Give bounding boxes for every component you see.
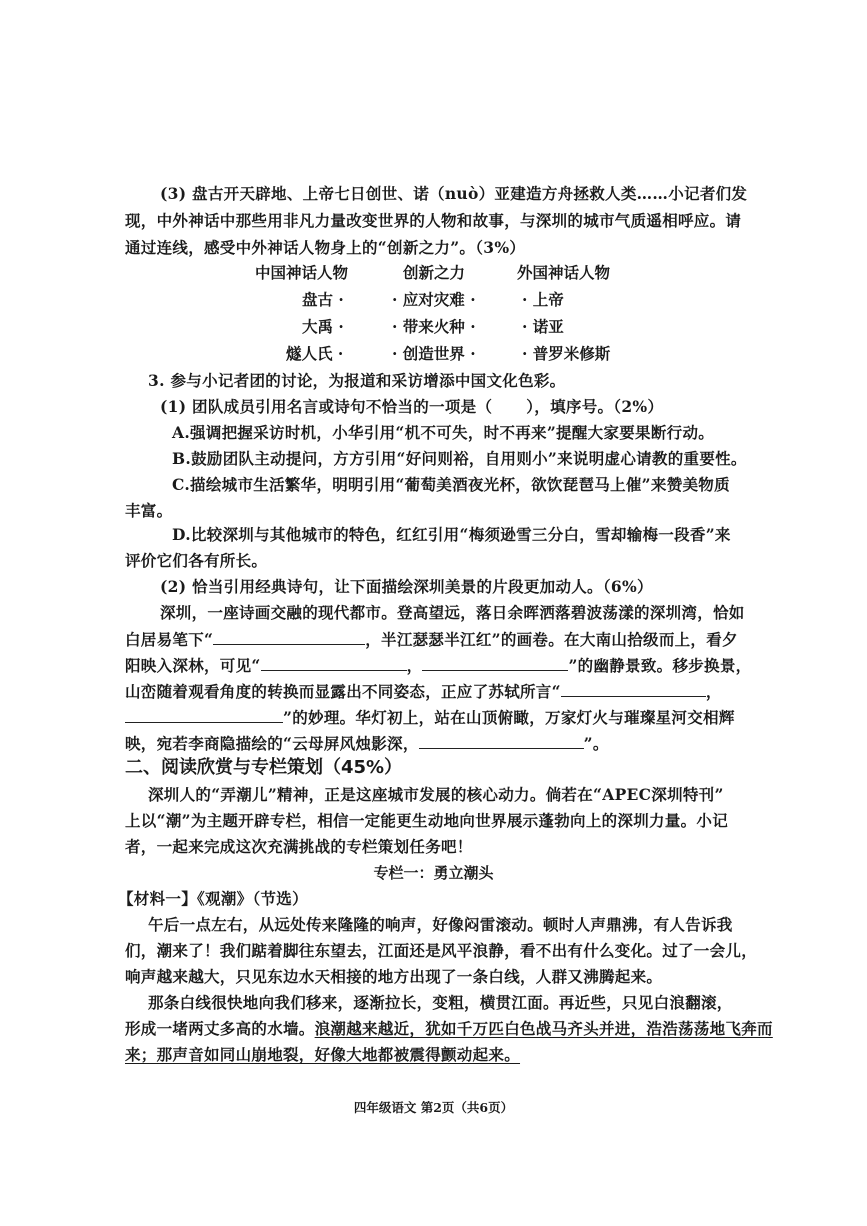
underlined-sentence: 浪潮越来越近，犹如千万匹白色战马齐头并进，浩浩荡荡地飞奔而 — [314, 1019, 773, 1038]
header-china: 中国神话人物 — [255, 263, 349, 282]
material-line2: 们，潮来了！我们踮着脚往东望去，江面还是风平浪静，看不出有什么变化。过了一会儿， — [125, 941, 758, 960]
poem-blank-4[interactable] — [561, 680, 706, 697]
material-line1: 午后一点左右，从远处传来隆隆的响声，好像闷雷滚动。顿时人声鼎沸，有人告诉我 — [148, 915, 733, 934]
intro-line2: 上以“潮”为主题开辟专栏，相信一定能更生动地向世界展示蓬勃向上的深圳力量。小记 — [125, 811, 729, 830]
power-item[interactable]: · 带来火种 · — [392, 317, 476, 336]
poem-blank-5[interactable] — [125, 706, 283, 723]
q32-p1: 深圳，一座诗画交融的现代都市。登高望远，落日余晖洒落碧波荡漾的深圳湾，恰如 — [160, 603, 745, 622]
option-a: A.强调把握采访时机，小华引用“机不可失，时不再来”提醒大家要果断行动。 — [172, 423, 715, 442]
option-d: D.比较深圳与其他城市的特色，红红引用“梅须逊雪三分白，雪却输梅一段香”来 — [172, 525, 731, 544]
intro-line3: 者，一起来完成这次充满挑战的专栏策划任务吧！ — [125, 837, 473, 856]
material-line3: 响声越来越大，只见东边水天相接的地方出现了一条白线，人群又沸腾起来。 — [125, 967, 663, 986]
china-item[interactable]: 大禹 · — [302, 317, 344, 336]
poem-blank-3[interactable] — [422, 654, 568, 671]
material-line5: 形成一堵两丈多高的水墙。浪潮越来越近，犹如千万匹白色战马齐头并进，浩浩荡荡地飞奔而 — [125, 1019, 773, 1038]
poem-blank-2[interactable] — [261, 654, 407, 671]
material-line6: 来；那声音如同山崩地裂，好像大地都被震得颤动起来。 — [125, 1045, 521, 1064]
q32-p5: ”的妙理。华灯初上，站在山顶俯瞰，万家灯火与璀璨星河交相辉 — [125, 706, 745, 729]
q3-line2: 现，中外神话中那些用非凡力量改变世界的人物和故事，与深圳的城市气质遥相呼应。请 — [125, 211, 742, 230]
option-c-cont: 丰富。 — [125, 501, 173, 520]
material-title: 【材料一】《观潮》（节选） — [118, 889, 308, 908]
header-power: 创新之力 — [403, 263, 466, 282]
q3-line3: 通过连线，感受中外神话人物身上的“创新之力”。（3%） — [125, 238, 526, 257]
section-title: 二、阅读欣赏与专栏策划（45%） — [125, 757, 403, 778]
poem-blank-6[interactable] — [419, 732, 584, 749]
foreign-item[interactable]: · 上帝 — [522, 290, 564, 309]
header-foreign: 外国神话人物 — [517, 263, 611, 282]
material-line4: 那条白线很快地向我们移来，逐渐拉长，变粗，横贯江面。再近些，只见白浪翻滚， — [148, 993, 733, 1012]
question-3: 3. 参与小记者团的讨论，为报道和采访增添中国文化色彩。 — [148, 371, 566, 390]
power-item[interactable]: · 应对灾难 · — [392, 290, 476, 309]
q3-line1: (3) 盘古开天辟地、上帝七日创世、诺（nuò）亚建造方舟拯救人类……小记者们发 — [160, 184, 748, 203]
q32-p3: 阳映入深林，可见“ ， ”的幽静景致。移步换景， — [125, 656, 752, 675]
answer-blank[interactable] — [492, 396, 526, 412]
foreign-item[interactable]: · 普罗米修斯 — [522, 344, 611, 363]
china-item[interactable]: 燧人氏 · — [286, 344, 344, 363]
q32-stem: (2) 恰当引用经典诗句，让下面描绘深圳美景的片段更加动人。（6%） — [160, 577, 653, 596]
q32-p6: 映，宛若李商隐描绘的“云母屏风烛影深， ”。 — [125, 734, 609, 753]
foreign-item[interactable]: · 诺亚 — [522, 317, 564, 336]
q32-p4: 山峦随着观看角度的转换而显露出不同姿态，正应了苏轼所言“ ， — [125, 682, 722, 701]
column-title: 专栏一：勇立潮头 — [373, 864, 494, 882]
option-b: B.鼓励团队主动提问，方方引用“好问则裕，自用则小”来说明虚心请教的重要性。 — [172, 449, 747, 468]
page-footer: 四年级语文 第2页（共6页） — [353, 1100, 514, 1115]
power-item[interactable]: · 创造世界 · — [392, 344, 476, 363]
q32-p2: 白居易笔下“ ，半江瑟瑟半江红”的画卷。在大南山拾级而上，看夕 — [125, 630, 738, 649]
china-item[interactable]: 盘古 · — [302, 290, 344, 309]
intro-line1: 深圳人的“弄潮儿”精神，正是这座城市发展的核心动力。倘若在“APEC深圳特刊” — [148, 785, 724, 804]
q31-stem: (1) 团队成员引用名言或诗句不恰当的一项是（ ），填序号。（2%） — [160, 397, 664, 416]
option-d-cont: 评价它们各有所长。 — [125, 551, 268, 570]
poem-blank-1[interactable] — [213, 628, 365, 645]
option-c: C.描绘城市生活繁华，明明引用“葡萄美酒夜光杯，欲饮琵琶马上催”来赞美物质 — [172, 475, 730, 494]
